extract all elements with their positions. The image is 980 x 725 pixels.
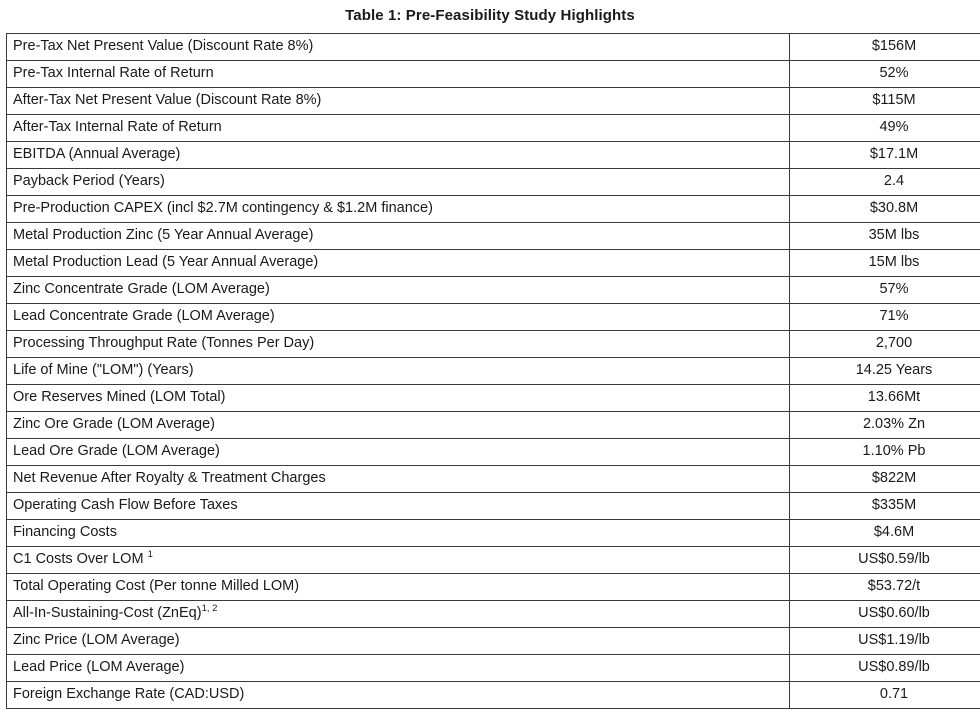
row-label: Pre-Production CAPEX (incl $2.7M contingency & $1.2M finance) — [7, 196, 790, 223]
table-row — [7, 439, 980, 466]
row-label: Operating Cash Flow Before Taxes — [7, 493, 790, 520]
row-value: 57% — [790, 277, 980, 304]
row-label: After-Tax Internal Rate of Return — [7, 115, 790, 142]
table-row — [7, 34, 980, 61]
row-value: 1.10% Pb — [790, 439, 980, 466]
row-label: Financing Costs — [7, 520, 790, 547]
row-label: Zinc Price (LOM Average) — [7, 628, 790, 655]
table-body — [7, 34, 980, 709]
row-label: Pre-Tax Net Present Value (Discount Rate 8%) — [7, 34, 790, 61]
table-row — [7, 601, 980, 628]
table-row — [7, 61, 980, 88]
table-row — [7, 493, 980, 520]
row-label: Processing Throughput Rate (Tonnes Per Day) — [7, 331, 790, 358]
row-value: $156M — [790, 34, 980, 61]
row-value: 0.71 — [790, 682, 980, 709]
row-label: Total Operating Cost (Per tonne Milled LOM) — [7, 574, 790, 601]
table-row — [7, 385, 980, 412]
row-value: US$1.19/lb — [790, 628, 980, 655]
row-value: $335M — [790, 493, 980, 520]
row-label: Lead Concentrate Grade (LOM Average) — [7, 304, 790, 331]
row-label: After-Tax Net Present Value (Discount Rate 8%) — [7, 88, 790, 115]
row-value: 2.03% Zn — [790, 412, 980, 439]
row-value: 13.66Mt — [790, 385, 980, 412]
row-value: 14.25 Years — [790, 358, 980, 385]
table-row — [7, 655, 980, 682]
row-label: Pre-Tax Internal Rate of Return — [7, 61, 790, 88]
row-label: Lead Price (LOM Average) — [7, 655, 790, 682]
table-row — [7, 331, 980, 358]
table-title: Table 1: Pre-Feasibility Study Highlights — [345, 7, 635, 24]
row-label: Lead Ore Grade (LOM Average) — [7, 439, 790, 466]
row-value: US$0.60/lb — [790, 601, 980, 628]
table-row — [7, 250, 980, 277]
table-row — [7, 574, 980, 601]
table-row — [7, 682, 980, 709]
row-label: Zinc Concentrate Grade (LOM Average) — [7, 277, 790, 304]
table-row — [7, 223, 980, 250]
row-value: $115M — [790, 88, 980, 115]
row-label: Net Revenue After Royalty & Treatment Charges — [7, 466, 790, 493]
table-row — [7, 358, 980, 385]
row-label: Ore Reserves Mined (LOM Total) — [7, 385, 790, 412]
row-value: $17.1M — [790, 142, 980, 169]
table-row — [7, 466, 980, 493]
row-label: Life of Mine ("LOM") (Years) — [7, 358, 790, 385]
pre-feasibility-highlights-table — [6, 33, 980, 709]
row-label: Foreign Exchange Rate (CAD:USD) — [7, 682, 790, 709]
row-value: $822M — [790, 466, 980, 493]
row-value: 2,700 — [790, 331, 980, 358]
table-row — [7, 115, 980, 142]
table-row — [7, 520, 980, 547]
footnote-marker: 1, 2 — [201, 603, 218, 615]
row-label: Metal Production Lead (5 Year Annual Average) — [7, 250, 790, 277]
row-value: US$0.59/lb — [790, 547, 980, 574]
row-value: $4.6M — [790, 520, 980, 547]
table-row — [7, 304, 980, 331]
table-row — [7, 169, 980, 196]
row-label: Metal Production Zinc (5 Year Annual Average) — [7, 223, 790, 250]
table-row — [7, 628, 980, 655]
table-row — [7, 142, 980, 169]
row-value: US$0.89/lb — [790, 655, 980, 682]
row-value: 49% — [790, 115, 980, 142]
row-value: $30.8M — [790, 196, 980, 223]
table-row — [7, 547, 980, 574]
row-value: 71% — [790, 304, 980, 331]
row-label: Payback Period (Years) — [7, 169, 790, 196]
row-label: All-In-Sustaining-Cost (ZnEq)$^{1, 2}$ — [7, 601, 790, 628]
table-row — [7, 88, 980, 115]
table-row — [7, 412, 980, 439]
table-row — [7, 196, 980, 223]
table-row — [7, 277, 980, 304]
row-value: 52% — [790, 61, 980, 88]
row-value: 2.4 — [790, 169, 980, 196]
row-value: $53.72/t — [790, 574, 980, 601]
footnote-marker: 1 — [147, 549, 153, 561]
row-label: C1 Costs Over LOM $^1$ — [7, 547, 790, 574]
row-value: 15M lbs — [790, 250, 980, 277]
row-value: 35M lbs — [790, 223, 980, 250]
row-label: Zinc Ore Grade (LOM Average) — [7, 412, 790, 439]
row-label: EBITDA (Annual Average) — [7, 142, 790, 169]
